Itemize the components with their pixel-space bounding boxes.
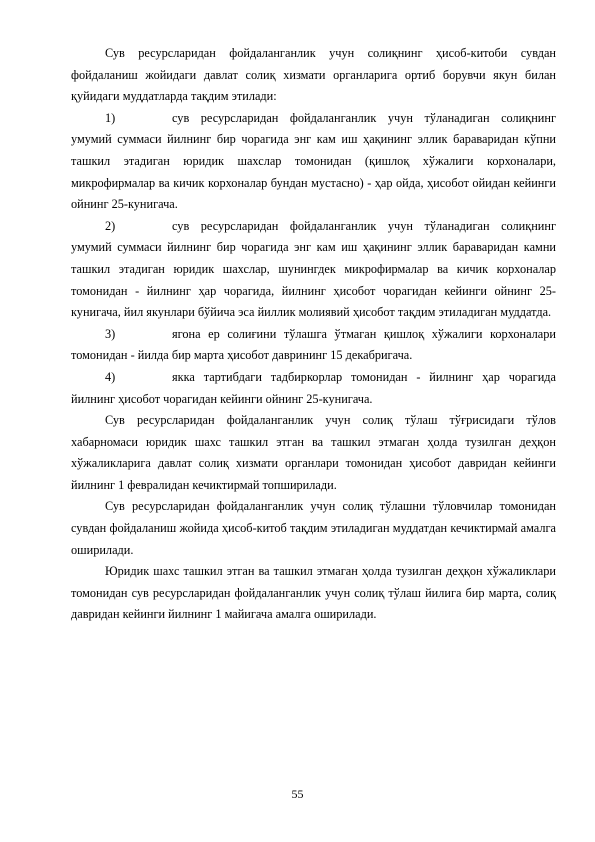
paragraph-text: Юридик шахс ташкил этган ва ташкил этмаган ҳолда тузилган деҳқон хўжаликлари томонидан сув ресурсларидан фойдаланганлик учун солиқ тўлаш йилига бир марта, солиқ давридан кейинги йилнинг 1 майигача амалга оширилади. (71, 564, 556, 622)
list-number: 4) (105, 369, 116, 384)
document-body (71, 43, 556, 626)
list-number: 3) (105, 326, 116, 341)
paragraph-farm-payment (71, 561, 556, 626)
list-item-4 (71, 367, 556, 410)
list-item-text: сув ресурсларидан фойдаланганлик учун тўланадиган солиқнинг умумий суммаси йилнинг бир чорагида энг кам иш ҳақининг эллик бараваридан камни ташкил этадиган юридик шахслар, шунингдек микрофирмалар ва кичик корхоналар томонидан - йилнинг ҳар чорагида, йилнинг ҳисобот чорагидан кейинги ойнинг 25-кунигача, йил якунлари бўйича эса йиллик молиявий ҳисобот тақдим этиладиган муддатда. (71, 218, 556, 320)
paragraph-text: Сув ресурсларидан фойдаланганлик учун солиқнинг ҳисоб-китоби сувдан фойдаланиш жойидаги давлат солиқ хизмати органларига ортиб борувчи якун билан қуйидаги муддатларда тақдим этилади: (71, 46, 556, 104)
list-item-text: якка тартибдаги тадбиркорлар томонидан - йилнинг ҳар чорагида йилнинг ҳисобот чорагидан кейинги ойнинг 25-кунигача. (71, 369, 556, 406)
list-item-text: ягона ер солиғини тўлашга ўтмаган қишлоқ хўжалиги корхоналари томонидан - йилда бир марта ҳисобот даврининг 15 декабригача. (71, 326, 556, 363)
page-number: 55 (291, 787, 304, 801)
paragraph-text: Сув ресурсларидан фойдаланганлик учун солиқ тўлаш тўғрисидаги тўлов хабарномаси юридик шахс ташкил этган ва ташкил этмаган ҳолда тузилган деҳқон хўжаликларига давлат солиқ хизмати органлари томонидан ҳисобот давридан кейинги йилнинг 1 февралидан кечиктирмай топширилади. (71, 413, 556, 492)
list-item-1 (71, 108, 556, 216)
paragraph-text: Сув ресурсларидан фойдаланганлик учун солиқ тўлашни тўловчилар томонидан сувдан фойдаланиш жойида ҳисоб-китоб тақдим этиладиган муддатдан кечиктирмай амалга оширилади. (71, 499, 556, 557)
list-item-2 (71, 216, 556, 324)
list-number: 1) (105, 110, 116, 125)
list-item-text: сув ресурсларидан фойдаланганлик учун тўланадиган солиқнинг умумий суммаси йилнинг бир чорагида энг кам иш ҳақининг эллик бараваридан кўпни ташкил этадиган юридик шахслар томонидан (қишлоқ хўжалиги корхоналари, микрофирмалар ва кичик корхоналар бундан мустасно) - ҳар ойда, ҳисобот ойидан кейинги ойнинг 25-кунигача. (71, 110, 556, 212)
paragraph-notice (71, 410, 556, 496)
paragraph-intro (71, 43, 556, 108)
list-number: 2) (105, 218, 116, 233)
paragraph-payment-deadline (71, 496, 556, 561)
list-item-3 (71, 324, 556, 367)
